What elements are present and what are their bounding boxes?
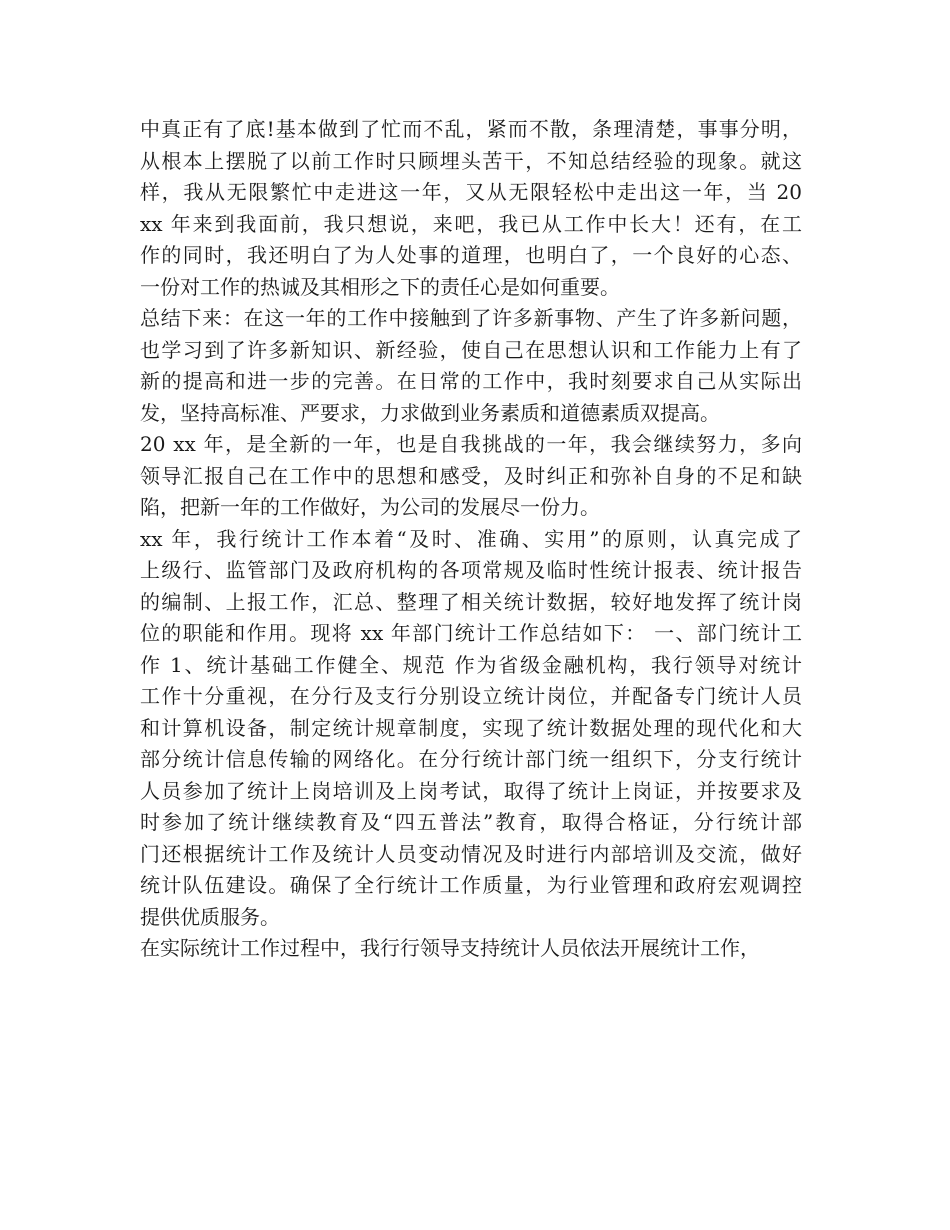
text-line: 作 1、统计基础工作健全、规范 作为省级金融机构，我行领导对统计 <box>140 652 802 677</box>
text-line: 在实际统计工作过程中，我行行领导支持统计人员依法开展统计工作， <box>140 936 760 960</box>
text-line: 20 xx 年，是全新的一年，也是自我挑战的一年，我会继续努力，多向 <box>140 432 802 456</box>
text-line: 部分统计信息传输的网络化。在分行统计部门统一组织下，分支行统计 <box>140 747 802 771</box>
paragraph <box>140 524 802 934</box>
text-line: 中真正有了底!基本做到了忙而不乱，紧而不散，条理清楚，事事分明， <box>140 117 802 141</box>
text-line: 领导汇报自己在工作中的思想和感受，及时纠正和弥补自身的不足和缺 <box>140 463 802 488</box>
text-line: 新的提高和进一步的完善。在日常的工作中，我时刻要求自己从实际出 <box>140 369 802 393</box>
text-line: 作的同时，我还明白了为人处事的道理，也明白了，一个良好的心态、 <box>140 243 802 267</box>
text-line: 提供优质服务。 <box>140 904 280 929</box>
text-line: 时参加了统计继续教育及“四五普法”教育，取得合格证，分行统计部 <box>140 810 802 834</box>
text-line: 总结下来：在这一年的工作中接触到了许多新事物、产生了许多新问题， <box>140 306 802 330</box>
text-line: xx 年来到我面前，我只想说，来吧，我已从工作中长大！还有，在工 <box>140 211 802 236</box>
paragraph <box>140 303 802 429</box>
text-line: 也学习到了许多新知识、新经验，使自己在思想认识和工作能力上有了 <box>140 337 802 362</box>
text-line: 陷，把新一年的工作做好，为公司的发展尽一份力。 <box>140 495 600 519</box>
text-line: 统计队伍建设。确保了全行统计工作质量，为行业管理和政府宏观调控 <box>140 873 802 897</box>
text-line: 位的职能和作用。现将 xx 年部门统计工作总结如下： 一、部门统计工 <box>140 621 802 645</box>
text-line: 的编制、上报工作，汇总、整理了相关统计数据，较好地发挥了统计岗 <box>140 589 802 614</box>
paragraph <box>140 933 802 965</box>
text-line: 一份对工作的热诚及其相形之下的责任心是如何重要。 <box>140 274 620 299</box>
text-line: 从根本上摆脱了以前工作时只顾埋头苦干，不知总结经验的现象。就这 <box>140 148 802 173</box>
text-line: 和计算机设备，制定统计规章制度，实现了统计数据处理的现代化和大 <box>140 715 802 740</box>
text-line: 人员参加了统计上岗培训及上岗考试，取得了统计上岗证，并按要求及 <box>140 778 802 803</box>
text-line: 上级行、监管部门及政府机构的各项常规及临时性统计报表、统计报告 <box>140 558 802 582</box>
text-line: 工作十分重视，在分行及支行分别设立统计岗位，并配备专门统计人员 <box>140 684 802 708</box>
text-line: 门还根据统计工作及统计人员变动情况及时进行内部培训及交流，做好 <box>140 841 802 866</box>
document-body <box>140 114 802 965</box>
text-line: 样，我从无限繁忙中走进这一年，又从无限轻松中走出这一年，当 20 <box>140 180 802 204</box>
paragraph <box>140 114 802 303</box>
text-line: 发，坚持高标准、严要求，力求做到业务素质和道德素质双提高。 <box>140 400 720 425</box>
paragraph <box>140 429 802 524</box>
text-line: xx 年，我行统计工作本着“及时、准确、实用”的原则，认真完成了 <box>140 526 802 551</box>
